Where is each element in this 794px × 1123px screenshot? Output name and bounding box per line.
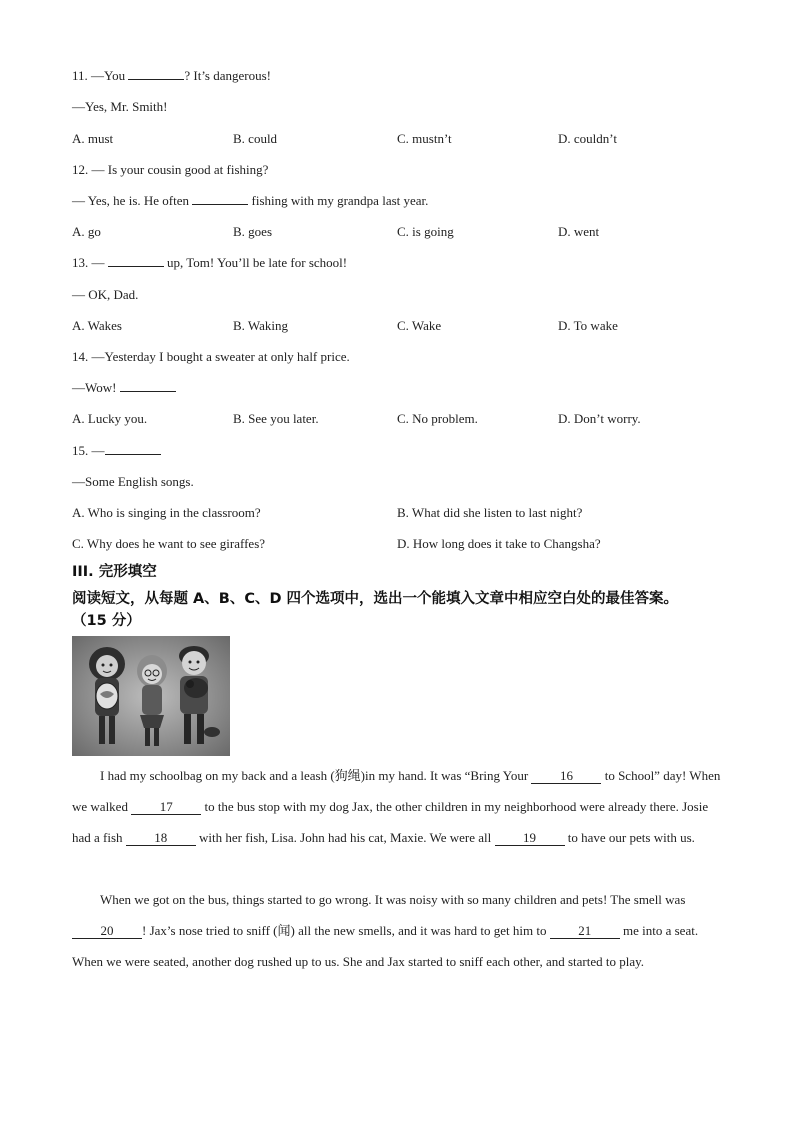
q13-option-d: D. To wake <box>558 318 618 333</box>
q13-option-a: A. Wakes <box>72 318 122 333</box>
q15-option-c: C. Why does he want to see giraffes? <box>72 536 266 551</box>
q13-prefix: 13. — <box>72 255 108 270</box>
q14-option-d: D. Don’t worry. <box>558 411 641 426</box>
q11-option-b: B. could <box>233 131 278 146</box>
q12-option-b: B. goes <box>233 224 272 239</box>
q13-answer: — OK, Dad. <box>72 287 139 302</box>
q14-answer-prefix: —Wow! <box>72 380 120 395</box>
q13-blank <box>108 254 164 267</box>
q11-option-c: C. mustn’t <box>397 131 452 146</box>
q15-option-d: D. How long does it take to Changsha? <box>397 536 601 551</box>
p2-text-2: ! Jax’s nose tried to sniff (闻) all the new smells, and it was hard to get him to <box>142 923 550 938</box>
q14-blank <box>120 379 176 392</box>
p2-text-3: me into a seat. When we were seated, another dog rushed up to us. She and Jax started to sniff each other, and started to play. <box>72 923 699 969</box>
q11-answer: —Yes, Mr. Smith! <box>72 99 168 114</box>
q11-option-a: A. must <box>72 131 114 146</box>
p1-text-1: I had my schoolbag on my back and a leash (狗绳)in my hand. It was “Bring Your <box>100 768 532 783</box>
q14-option-b: B. See you later. <box>233 411 319 426</box>
q11-blank <box>128 67 184 80</box>
passage-paragraph-2 <box>72 884 722 977</box>
children-with-pets-illustration <box>72 636 230 756</box>
q15-blank <box>105 442 161 455</box>
q15-prefix: 15. — <box>72 443 105 458</box>
section-3-title: III. 完形填空 <box>72 564 157 580</box>
blank-18: 18 <box>126 831 196 846</box>
blank-16: 16 <box>531 769 601 784</box>
p2-text-1: When we got on the bus, things started to go wrong. It was noisy with so many children and pets! The smell was <box>100 892 686 907</box>
blank-20: 20 <box>72 924 142 939</box>
blank-19: 19 <box>495 831 565 846</box>
q13-option-b: B. Waking <box>233 318 289 333</box>
question-15 <box>72 442 161 460</box>
q14-option-c: C. No problem. <box>397 411 478 426</box>
q12-blank <box>192 192 248 205</box>
blank-21: 21 <box>550 924 620 939</box>
q15-option-b: B. What did she listen to last night? <box>397 505 583 520</box>
passage-paragraph-1 <box>72 760 722 853</box>
q12-answer-prefix: — Yes, he is. He often <box>72 193 193 208</box>
q12-option-d: D. went <box>558 224 600 239</box>
p1-text-3: to the bus stop with my dog Jax, the other children in my neighborhood were already there. Josie had a fish <box>72 799 709 845</box>
q14-answer <box>72 379 176 397</box>
section-3-instruction: 阅读短文，从每题 A、B、C、D 四个选项中，选出一个能填入文章中相应空白处的最佳答案。 <box>72 591 679 607</box>
p1-text-4: with her fish, Lisa. John had his cat, Maxie. We were all <box>195 830 495 845</box>
q14-option-a: A. Lucky you. <box>72 411 148 426</box>
section-3-score: （15 分） <box>72 613 141 629</box>
q15-option-a: A. Who is singing in the classroom? <box>72 505 261 520</box>
question-14: 14. —Yesterday I bought a sweater at only half price. <box>72 349 350 364</box>
question-13 <box>72 254 347 272</box>
p1-text-2: to School” day! When we walked <box>72 768 721 814</box>
question-12: 12. — Is your cousin good at fishing? <box>72 162 269 177</box>
q15-answer: —Some English songs. <box>72 474 194 489</box>
q11-suffix: ? It’s dangerous! <box>184 68 271 83</box>
question-11 <box>72 67 271 85</box>
q13-option-c: C. Wake <box>397 318 442 333</box>
q12-option-c: C. is going <box>397 224 454 239</box>
p1-text-5: to have our pets with us. <box>564 830 695 845</box>
blank-17: 17 <box>131 800 201 815</box>
q12-answer-suffix: fishing with my grandpa last year. <box>248 193 429 208</box>
q12-option-a: A. go <box>72 224 101 239</box>
q12-answer <box>72 192 428 210</box>
q11-option-d: D. couldn’t <box>558 131 617 146</box>
illustration-svg <box>72 636 230 756</box>
q13-suffix: up, Tom! You’ll be late for school! <box>163 255 348 270</box>
q11-prefix: 11. —You <box>72 68 129 83</box>
